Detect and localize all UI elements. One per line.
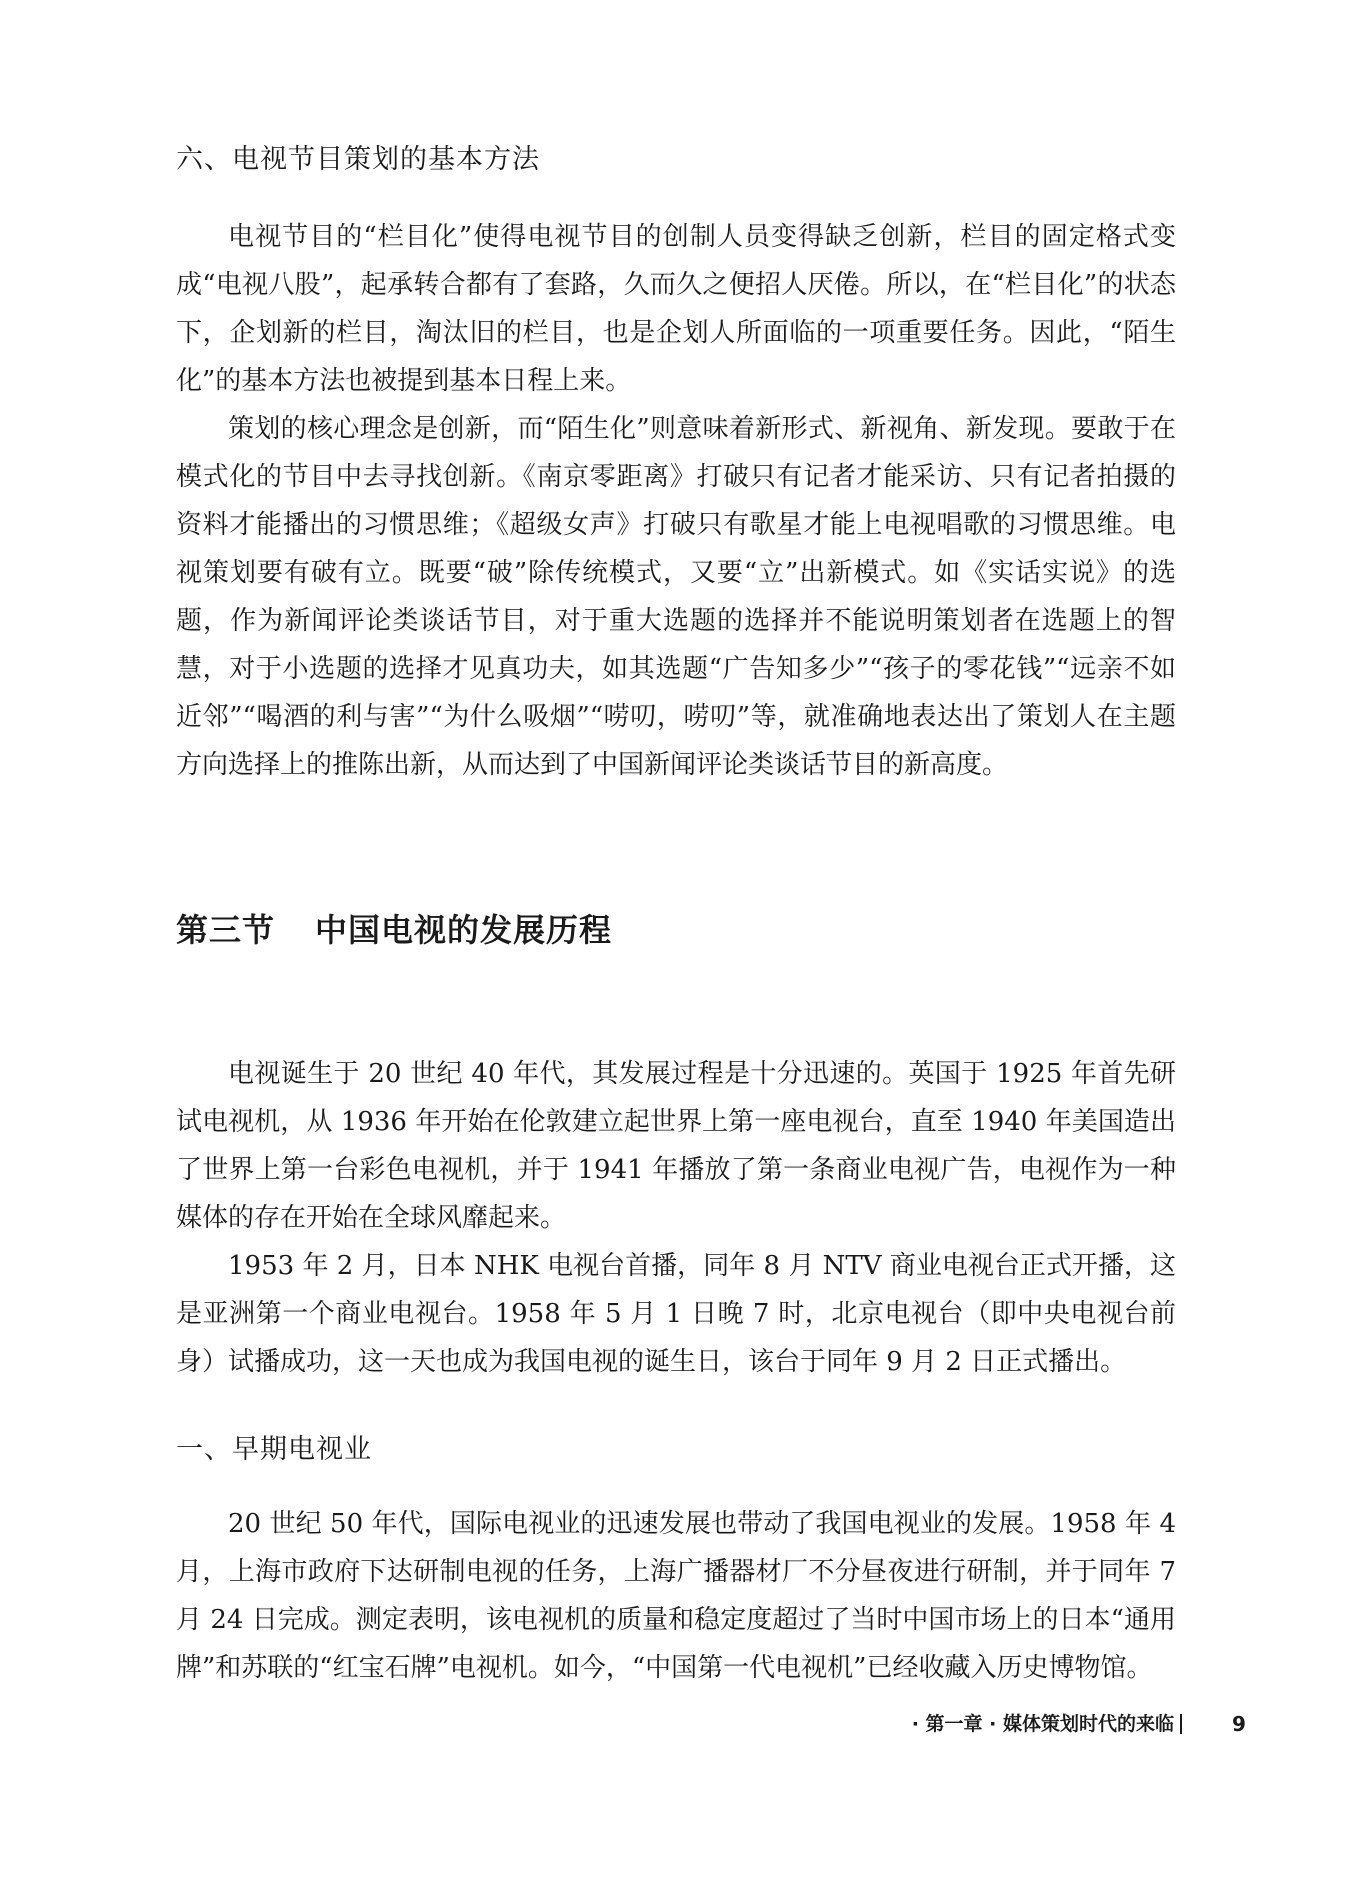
section-title-text: 中国电视的发展历程 bbox=[315, 911, 613, 949]
page-footer bbox=[0, 1710, 1352, 1740]
subsection-heading-6: 六、电视节目策划的基本方法 bbox=[176, 144, 540, 175]
paragraph: 1953 年 2 月，日本 NHK 电视台首播，同年 8 月 NTV 商业电视台正式开播，这是亚洲第一个商业电视台。1958 年 5 月 1 日晚 7 时，北京电视台（即中央电视台前身）试播成功，这一天也成为我国电视的诞生日，该台于同年 9 月 2 日正式播出。 bbox=[176, 1251, 1176, 1377]
section-title bbox=[176, 908, 612, 952]
subsection-6-body bbox=[176, 213, 1176, 789]
footer-divider bbox=[1180, 1714, 1182, 1734]
paragraph: 20 世纪 50 年代，国际电视业的迅速发展也带动了我国电视业的发展。1958 年 4 月，上海市政府下达研制电视的任务，上海广播器材厂不分昼夜进行研制，并于同年 7 月 24 日完成。测定表明，该电视机的质量和稳定度超过了当时中国市场上的日本“通用牌”和苏联的“红宝石牌”电视机。如今，“中国第一代电视机”已经收藏入历史博物馆。 bbox=[176, 1509, 1176, 1683]
page-number: 9 bbox=[1232, 1712, 1246, 1736]
paragraph: 电视诞生于 20 世纪 40 年代，其发展过程是十分迅速的。英国于 1925 年首先研试电视机，从 1936 年开始在伦敦建立起世界上第一座电视台，直至 1940 年美国造出了世界上第一台彩色电视机，并于 1941 年播放了第一条商业电视广告，电视作为一种媒体的存在开始在全球风靡起来。 bbox=[176, 1059, 1176, 1233]
subsection-1-body bbox=[176, 1500, 1176, 1692]
paragraph: 策划的核心理念是创新，而“陌生化”则意味着新形式、新视角、新发现。要敢于在模式化的节目中去寻找创新。《南京零距离》打破只有记者才能采访、只有记者拍摄的资料才能播出的习惯思维；《超级女声》打破只有歌星才能上电视唱歌的习惯思维。电视策划要有破有立。既要“破”除传统模式，又要“立”出新模式。如《实话实说》的选题，作为新闻评论类谈话节目，对于重大选题的选择并不能说明策划者在选题上的智慧，对于小选题的选择才见真功夫，如其选题“广告知多少”“孩子的零花钱”“远亲不如近邻”“喝酒的利与害”“为什么吸烟”“唠叨，唠叨”等，就准确地表达出了策划人在主题方向选择上的推陈出新，从而达到了中国新闻评论类谈话节目的新高度。 bbox=[176, 414, 1176, 780]
section-number: 第三节 bbox=[176, 911, 276, 949]
running-head: · 第一章 · 媒体策划时代的来临 bbox=[911, 1713, 1174, 1735]
paragraph: 电视节目的“栏目化”使得电视节目的创制人员变得缺乏创新，栏目的固定格式变成“电视八股”，起承转合都有了套路，久而久之便招人厌倦。所以，在“栏目化”的状态下，企划新的栏目，淘汰旧的栏目，也是企划人所面临的一项重要任务。因此，“陌生化”的基本方法也被提到基本日程上来。 bbox=[176, 222, 1176, 396]
subsection-heading-1: 一、早期电视业 bbox=[176, 1434, 372, 1465]
section-intro-body bbox=[176, 1050, 1176, 1386]
